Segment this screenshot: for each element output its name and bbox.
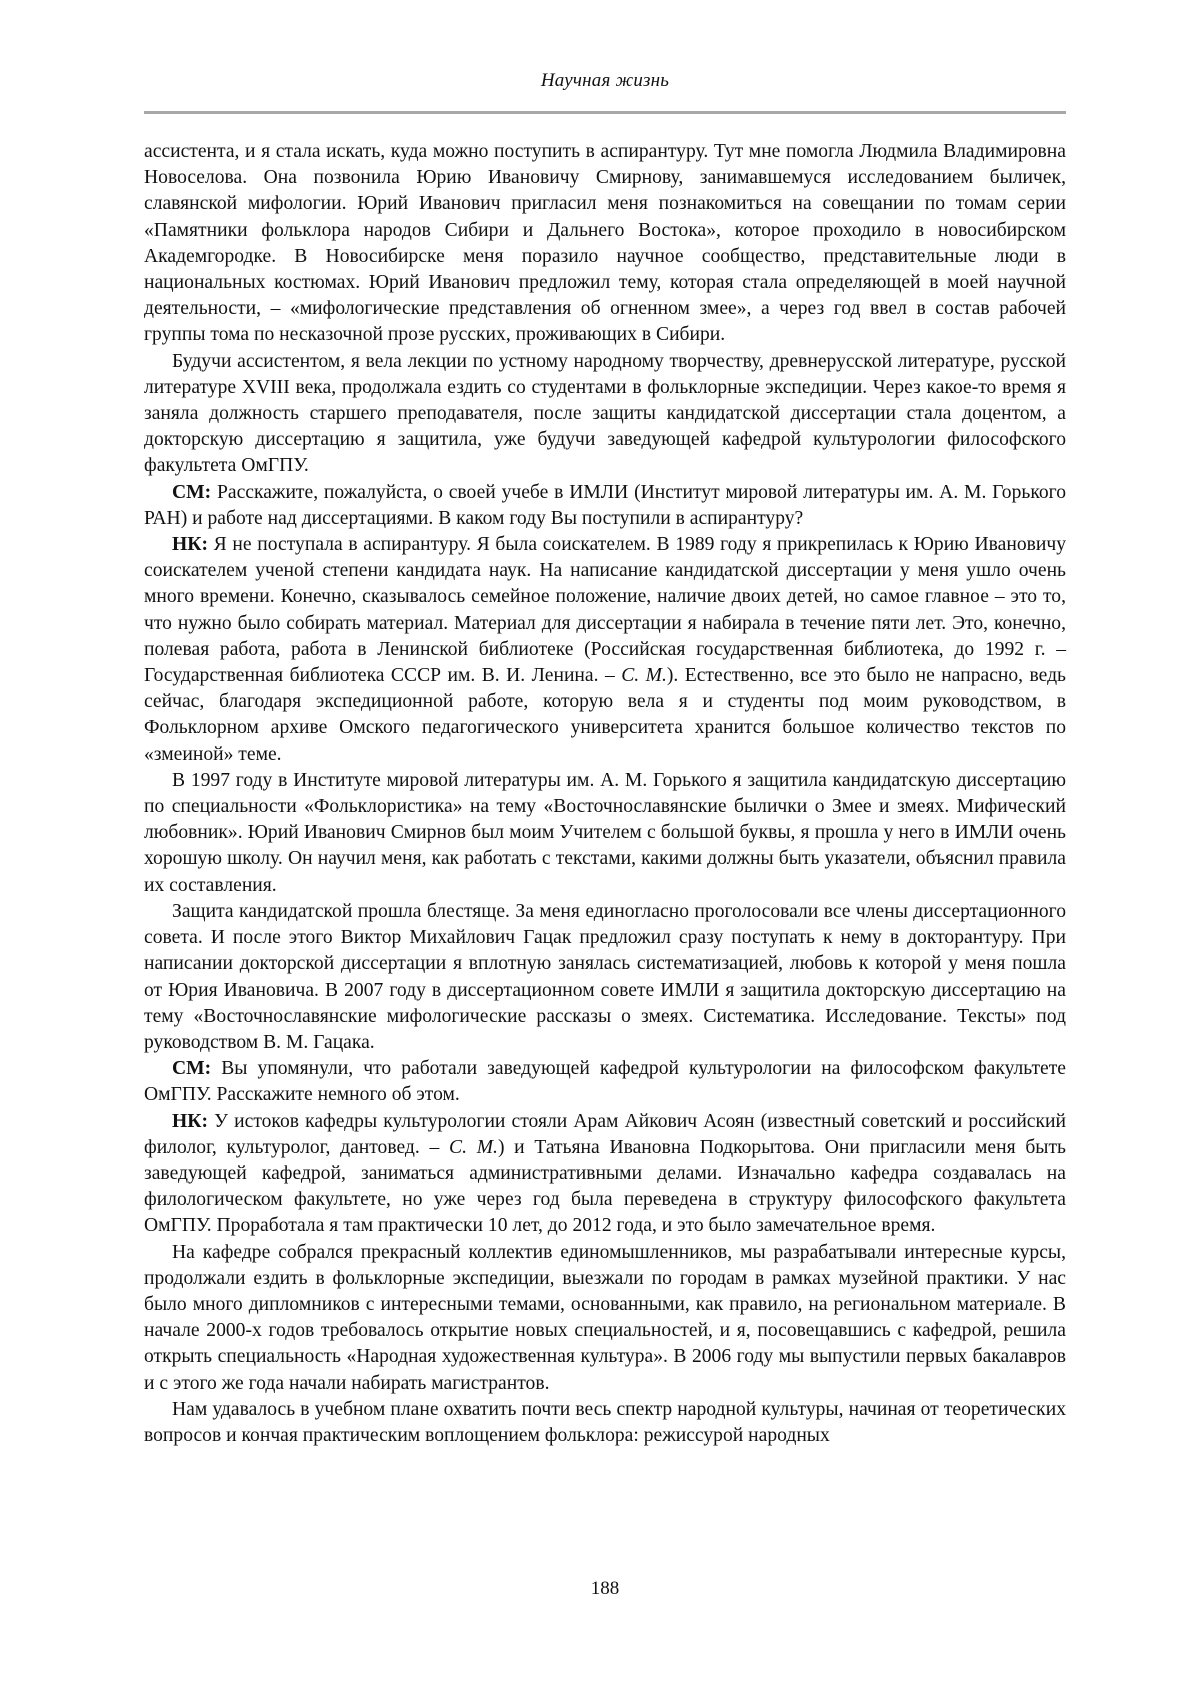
paragraph: Нам удавалось в учебном плане охватить почти весь спектр народной культуры, начиная от теоретических вопросов и кончая практическим воплощением фольклора: режиссурой народных — [144, 1398, 1066, 1446]
dialogue-paragraph — [144, 532, 1066, 768]
paragraph-text: ). Естественно, все это было не напрасно, ведь сейчас, благодаря экспедиционной работе, которую вела я и студенты под моим руководством, в Фольклорном архиве Омского педагогического университета хранится большое количество текстов по «змеиной» теме. — [144, 665, 1066, 765]
speaker-label: СМ: — [172, 1058, 212, 1080]
paragraph-text: Вы упомянули, что работали заведующей кафедрой культурологии на философском факультете ОмГПУ. Расскажите немного об этом. — [144, 1058, 1067, 1106]
dialogue-paragraph — [144, 1056, 1066, 1108]
header-rule — [144, 111, 1066, 114]
editor-initials: С. М. — [449, 1136, 498, 1158]
speaker-label: НК: — [172, 1110, 208, 1132]
page-number: 188 — [590, 1578, 620, 1599]
paragraph-text: ) и Татьяна Ивановна Подкорытова. Они пригласили меня быть заведующей кафедрой, заниматься административными делами. Изначально кафедра создавалась на филологическом факультете, но уже через год была переведена в структуру философского факультета ОмГПУ. Проработала я там практически 10 лет, до 2012 года, и это было замечательное время. — [144, 1136, 1066, 1237]
paragraph: В 1997 году в Институте мировой литературы им. А. М. Горького я защитила кандидатскую диссертацию по специальности «Фольклористика» на тему «Восточнославянские былички о Змее и змеях. Мифический любовник». Юрий Иванович Смирнов был моим Учителем с большой буквы, я прошла у него в ИМЛИ очень хорошую школу. Он научил меня, как работать с текстами, какими должны быть указатели, объяснил правила их составления. — [144, 769, 1066, 896]
paragraph: На кафедре собрался прекрасный коллектив единомышленников, мы разрабатывали интересные курсы, продолжали ездить в фольклорные экспедиции, выезжали по городам в рамках музейной практики. У нас было много дипломников с интересными темами, основанными, как правило, на региональном материале. В начале 2000-х годов требовалось открытие новых специальностей, и я, посовещавшись с кафедрой, решила открыть специальность «Народная художественная культура». В 2006 году мы выпустили первых бакалавров и с этого же года начали набирать магистрантов. — [144, 1241, 1066, 1394]
running-header: Научная жизнь — [540, 70, 670, 91]
paragraph: ассистента, и я стала искать, куда можно поступить в аспирантуру. Тут мне помогла Людмила Владимировна Новоселова. Она позвонила Юрию Ивановичу Смирнову, занимавшемуся исследованием быличек, славянской мифологии. Юрий Иванович пригласил меня познакомиться на совещании по томам серии «Памятники фольклора народов Сибири и Дальнего Востока», которое проходило в новосибирском Академгородке. В Новосибирске меня поразило научное сообщество, представительные люди в национальных костюмах. Юрий Иванович предложил тему, которая стала определяющей в моей научной деятельности, – «мифологические представления об огненном змее», а через год ввел в состав рабочей группы тома по несказочной прозе русских, проживающих в Сибири. — [144, 141, 1066, 346]
dialogue-paragraph — [144, 480, 1066, 532]
article-body — [144, 139, 1066, 1449]
paragraph-text: У истоков кафедры культурологии стояли Арам Айкович Асоян (известный советский и российский филолог, культуролог, дантовед. – — [144, 1110, 1066, 1158]
editor-initials: С. М. — [621, 665, 667, 687]
paragraph-text: Я не поступала в аспирантуру. Я была соискателем. В 1989 году я прикрепилась к Юрию Ивановичу соискателем ученой степени кандидата наук. На написание кандидатской диссертации у меня ушло очень много времени. Конечно, сказывалось семейное положение, наличие двоих детей, но самое главное – это то, что нужно было собирать материал. Материал для диссертации я набирала в течение пяти лет. Это, конечно, полевая работа, работа в Ленинской библиотеке (Российская государственная библиотека, до 1992 г. – Государственная библиотека СССР им. В. И. Ленина. – — [144, 534, 1067, 687]
paragraph: Защита кандидатской прошла блестяще. За меня единогласно проголосовали все члены диссертационного совета. И после этого Виктор Михайлович Гацак предложил сразу поступать к нему в докторантуру. При написании докторской диссертации я вплотную занялась систематизацией, любовь к которой у меня пошла от Юрия Ивановича. В 2007 году в диссертационном совете ИМЛИ я защитила докторскую диссертацию на тему «Восточнославянские мифологические рассказы о змеях. Систематика. Исследование. Тексты» под руководством В. М. Гацака. — [144, 900, 1066, 1053]
paragraph: Будучи ассистентом, я вела лекции по устному народному творчеству, древнерусской литературе, русской литературе XVIII века, продолжала ездить со студентами в фольклорные экспедиции. Через какое-то время я заняла должность старшего преподавателя, после защиты кандидатской диссертации стала доцентом, а докторскую диссертацию я защитила, уже будучи заведующей кафедрой культурологии философского факультета ОмГПУ. — [144, 350, 1066, 477]
speaker-label: НК: — [172, 534, 208, 556]
speaker-label: СМ: — [172, 481, 212, 503]
paragraph-text: Расскажите, пожалуйста, о своей учебе в ИМЛИ (Институт мировой литературы им. А. М. Горького РАН) и работе над диссертациями. В каком году Вы поступили в аспирантуру? — [144, 481, 1066, 529]
dialogue-paragraph — [144, 1109, 1066, 1240]
